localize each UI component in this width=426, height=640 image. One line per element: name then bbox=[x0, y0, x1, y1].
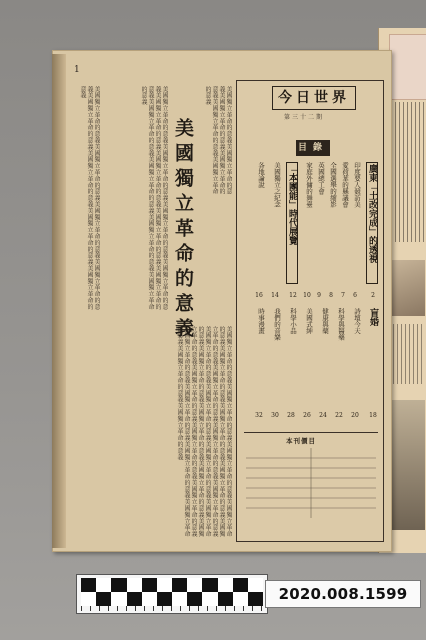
toc-page-number: 32 bbox=[255, 412, 263, 419]
toc-page-number: 24 bbox=[319, 412, 327, 419]
toc-page-number: 16 bbox=[255, 292, 263, 299]
toc-page-number: 14 bbox=[271, 292, 279, 299]
toc-page-number: 9 bbox=[317, 292, 321, 299]
article-body-col: 美國獨立革命的意義美國獨立革命的意義美國獨立革命的意義美國獨立革命的意義美國獨立革命的意義美國獨立革命的意義美國獨立革命的意義美國獨立革命的意義美國獨立革命的意義美國獨立革命的意義美國獨立革命的意義美國獨立革命的意義美國獨立革命的意義美國獨立革命的意義美國獨立革命的意義美國獨立革命的意義美國獨立革命的意義美國獨立革命的意義美國獨立革命的意義美國獨立革命的意義美國獨立革命的意義美國獨立革命的意義美國獨立革命的意義美國獨立革命的意義美國獨立革命的意義美國獨立革命的意義美國獨立革命的意義美國獨立革命的意義 bbox=[176, 326, 232, 538]
toc-page-number: 6 bbox=[353, 292, 357, 299]
toc-entries-lower bbox=[244, 308, 380, 418]
article-body-col: 美國獨立革命的意義美國獨立革命的意義美國獨立革命的意義美國獨立革命的意義美國獨立革命的意義美國獨立革命的意義美國獨立革命的意義美國獨立革命的意義 bbox=[79, 86, 100, 310]
back-page-text bbox=[387, 102, 425, 242]
color-checker-scale bbox=[76, 574, 268, 614]
toc-entry: 廣東「土改完成」的透視 bbox=[366, 162, 378, 284]
toc-page-number: 20 bbox=[351, 412, 359, 419]
toc-entry: 科學與醫藥 bbox=[337, 308, 345, 341]
price-table-lines bbox=[246, 448, 376, 522]
toc-entry: 健康與藥 bbox=[321, 308, 329, 334]
article-body-col: 美國獨立革命的意義美國獨立革命的意義美國獨立革命的意義美國獨立革命的意義美國獨立革命的意義美國獨立革命的意義美國獨立革命的意義美國獨立革命的意義美國獨立革命的意義美國獨立革命的意義美國獨立革命的意義美國獨立革命的意義 bbox=[140, 86, 168, 310]
toc-page-number: 22 bbox=[335, 412, 343, 419]
toc-page-number: 26 bbox=[303, 412, 311, 419]
article-body-col: 美國獨立革命的意義美國獨立革命的意義美國獨立革命的意義美國獨立革命的意義美國獨立革命的意義美國獨立革命的意義 bbox=[204, 86, 232, 195]
toc-entry: 全國選舉的縮影 bbox=[329, 162, 337, 208]
issue-number: 第三十二期 bbox=[284, 114, 325, 121]
page-number: 1 bbox=[74, 65, 80, 75]
toc-page-number: 10 bbox=[303, 292, 311, 299]
toc-page-number: 2 bbox=[371, 292, 375, 299]
price-heading: 本刊價目 bbox=[286, 437, 316, 445]
page-binding-shadow bbox=[52, 54, 66, 548]
toc-page-number: 30 bbox=[271, 412, 279, 419]
toc-entry: 「本團能」時代展覽 bbox=[286, 162, 298, 284]
scale-ticks bbox=[81, 606, 263, 611]
toc-entries bbox=[244, 162, 380, 290]
back-page-header-block bbox=[389, 34, 426, 100]
toc-entry: 美國式紳 bbox=[305, 308, 313, 334]
toc-entry: 時事漫畫 bbox=[257, 308, 265, 334]
toc-entry: 英國總工會 bbox=[317, 162, 325, 195]
toc-entry: 盲婚 bbox=[368, 308, 378, 326]
accession-number-label: 2020.008.1599 bbox=[265, 580, 421, 608]
article-title: 美國獨立革命的意義 bbox=[172, 118, 194, 343]
toc-page-number: 7 bbox=[341, 292, 345, 299]
toc-entry: 各地論說 bbox=[257, 162, 265, 188]
toc-entry: 我們的音樂 bbox=[273, 308, 281, 341]
toc-heading: 目錄 bbox=[296, 140, 330, 156]
toc-entry: 美國獨立之紀念 bbox=[273, 162, 281, 208]
toc-entry: 印度要人競訪美 bbox=[353, 162, 361, 208]
toc-entry: 家庭外傭的舞臺 bbox=[305, 162, 313, 208]
magazine-masthead: 今日世界 bbox=[272, 86, 356, 110]
toc-page-number: 28 bbox=[287, 412, 295, 419]
toc-page-number: 12 bbox=[289, 292, 297, 299]
toc-entry: 愛荷華的縣議會 bbox=[341, 162, 349, 208]
toc-page-number: 8 bbox=[329, 292, 333, 299]
toc-entry: 科學小品 bbox=[289, 308, 297, 334]
toc-page-number: 18 bbox=[369, 412, 377, 419]
toc-entry: 詩壇今天 bbox=[353, 308, 361, 334]
